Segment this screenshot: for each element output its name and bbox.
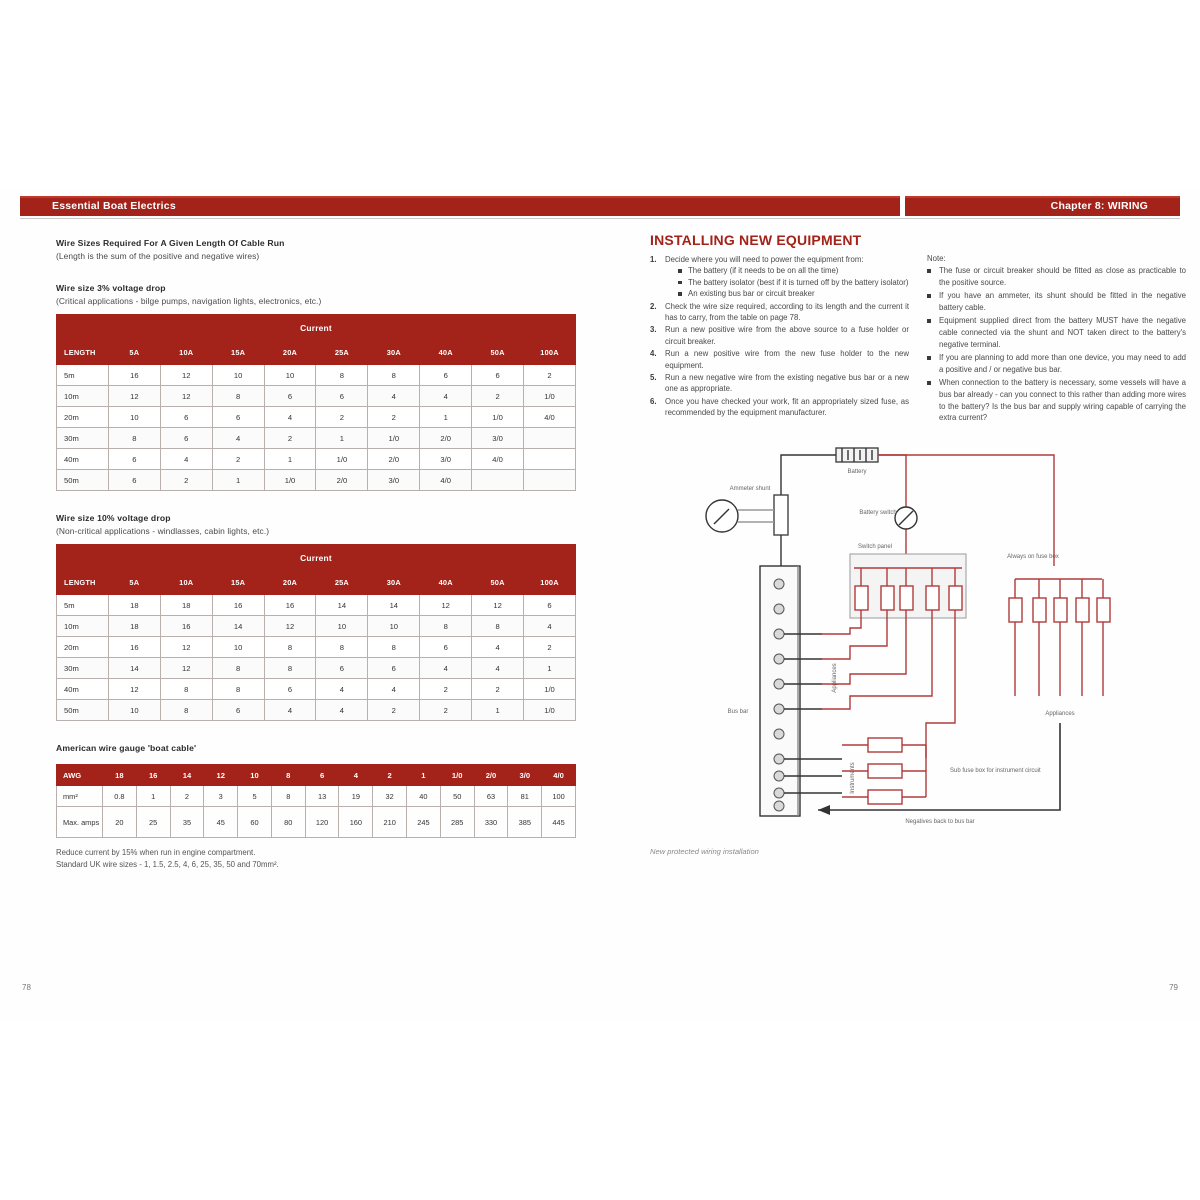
awg-value-cell: 13: [305, 786, 339, 807]
chapter-title: Chapter 8: WIRING: [1050, 200, 1148, 212]
current-column-header: 20A: [264, 571, 316, 595]
awg-value-cell: 40: [407, 786, 441, 807]
wire-gauge-cell: 8: [472, 616, 524, 637]
awg-value-cell: 3: [204, 786, 238, 807]
table1-subheading: (Critical applications - bilge pumps, navigation lights, electronics, etc.): [56, 296, 322, 306]
wire-gauge-cell: 6: [212, 407, 264, 428]
book-title: Essential Boat Electrics: [52, 200, 176, 212]
wire-gauge-cell: 1/0: [368, 428, 420, 449]
always-on-fuses: [1009, 579, 1110, 696]
step-text: Once you have checked your work, fit an appropriately sized fuse, as recommended by the equipment manufacturer.: [665, 396, 909, 418]
wire-gauge-cell: 14: [212, 616, 264, 637]
wire-gauge-cell: 10: [212, 365, 264, 386]
note-item: If you are planning to add more than one device, you may need to add a positive and / or negative bus bar.: [927, 352, 1186, 375]
wire-gauge-cell: 6: [212, 700, 264, 721]
wire-gauge-cell: 6: [264, 386, 316, 407]
wire-gauge-cell: 6: [160, 407, 212, 428]
table1-head: [57, 315, 576, 365]
wire-gauge-cell: 6: [160, 428, 212, 449]
table1-heading: Wire size 3% voltage drop: [56, 283, 166, 293]
notes-list: [927, 265, 1186, 424]
appliances-left-label: Appliances: [832, 663, 838, 693]
left-page-footnotes: [56, 847, 576, 871]
wire-gauge-cell: 1/0: [264, 470, 316, 491]
negative-return-arrow: [818, 805, 830, 815]
length-cell: 50m: [57, 700, 109, 721]
wire-gauge-cell: 2: [420, 679, 472, 700]
wire-gauge-cell: 1: [264, 449, 316, 470]
table-row: [57, 407, 576, 428]
header-bar-left: [20, 196, 900, 216]
table-row: [57, 616, 576, 637]
length-cell: 10m: [57, 386, 109, 407]
ammeter-gauge: [706, 500, 738, 532]
table-row: [57, 449, 576, 470]
awg-value-cell: 245: [407, 807, 441, 838]
awg-value-cell: 32: [373, 786, 407, 807]
step-sub-item: The battery (if it needs to be on all the time): [678, 265, 909, 276]
header-bar-right: [905, 196, 1180, 216]
appliances-right-label: Appliances: [1045, 710, 1075, 717]
awg-row-label: Max. amps: [57, 807, 103, 838]
wire-gauge-cell: 8: [212, 658, 264, 679]
right-page-columns: [650, 254, 1186, 426]
current-column-header: 5A: [108, 571, 160, 595]
wire-gauge-cell: 12: [160, 365, 212, 386]
wire-gauge-cell: 16: [108, 637, 160, 658]
wire-gauge-cell: 8: [264, 658, 316, 679]
current-column-header: 100A: [524, 341, 576, 365]
wire-gauge-cell: 2: [160, 470, 212, 491]
wire-gauge-cell: 4/0: [524, 407, 576, 428]
awg-value-cell: 385: [508, 807, 542, 838]
awg-value-cell: 1: [136, 786, 170, 807]
awg-row-label: mm²: [57, 786, 103, 807]
awg-value-cell: 8: [271, 786, 305, 807]
wiring-diagram-figure: [650, 438, 1186, 856]
wire-gauge-cell: 1: [472, 700, 524, 721]
awg-column-header: 4/0: [542, 765, 576, 786]
current-column-header: 100A: [524, 571, 576, 595]
wire-gauge-cell: 8: [160, 700, 212, 721]
awg-column-header: 16: [136, 765, 170, 786]
current-group-header: Current: [57, 315, 576, 341]
wire-gauge-cell: 6: [420, 365, 472, 386]
negatives-back-label: Negatives back to bus bar: [905, 818, 975, 825]
running-header: [0, 190, 1200, 216]
wire-gauge-cell: 14: [316, 595, 368, 616]
wire-gauge-cell: 3/0: [472, 428, 524, 449]
wire-gauge-cell: 8: [316, 365, 368, 386]
table2-heading: Wire size 10% voltage drop: [56, 513, 171, 523]
wire-gauge-cell: 10: [108, 407, 160, 428]
always-on-fuse-box-label: Always on fuse box: [1007, 553, 1059, 560]
battery-label: Battery: [847, 468, 867, 475]
current-column-header: 15A: [212, 341, 264, 365]
awg-value-cell: 80: [271, 807, 305, 838]
wire-gauge-cell: 4: [316, 700, 368, 721]
wire-gauge-cell: 18: [108, 595, 160, 616]
step-sub-item: An existing bus bar or circuit breaker: [678, 288, 909, 299]
awg-value-cell: 330: [474, 807, 508, 838]
wire-gauge-cell: 2: [316, 407, 368, 428]
table-group-header-row: [57, 545, 576, 571]
wire-gauge-cell: 6: [420, 637, 472, 658]
awg-value-cell: 0.8: [103, 786, 137, 807]
awg-column-header: 6: [305, 765, 339, 786]
wire-size-10pct-table: [56, 544, 576, 721]
awg-column-header: 2/0: [474, 765, 508, 786]
awg-column-header: 3/0: [508, 765, 542, 786]
awg-column-header: 1: [407, 765, 441, 786]
current-column-header: 40A: [420, 341, 472, 365]
wire-gauge-cell: [524, 428, 576, 449]
panel-to-subfuse: [926, 610, 955, 758]
wire-gauge-cell: 1/0: [472, 407, 524, 428]
wire-gauge-cell: 16: [212, 595, 264, 616]
note-item: Equipment supplied direct from the battery MUST have the negative cable connected via the shunt and NOT taken direct to the battery's negative terminal.: [927, 315, 1186, 350]
step-text: Run a new positive wire from the new fuse holder to the new equipment.: [665, 349, 909, 370]
awg-header-row: [57, 765, 576, 786]
step-sub-list: [665, 265, 909, 299]
length-cell: 5m: [57, 365, 109, 386]
awg-value-cell: 81: [508, 786, 542, 807]
wire-gauge-cell: 10: [368, 616, 420, 637]
instruments-label: Instruments: [850, 762, 856, 794]
length-cell: 40m: [57, 679, 109, 700]
wire-gauge-cell: 2: [524, 637, 576, 658]
wire-gauge-cell: 2/0: [368, 449, 420, 470]
wire-gauge-cell: 1/0: [524, 679, 576, 700]
installation-step: [650, 254, 909, 300]
wire-gauge-cell: 8: [368, 365, 420, 386]
length-column-header: LENGTH: [57, 571, 109, 595]
page-title: INSTALLING NEW EQUIPMENT: [650, 232, 862, 248]
awg-value-cell: 160: [339, 807, 373, 838]
book-spread: [0, 190, 1200, 1020]
awg-value-cell: 120: [305, 807, 339, 838]
table-row: [57, 365, 576, 386]
installation-step: [650, 324, 909, 347]
wire-gauge-cell: 12: [160, 637, 212, 658]
section-heading: Wire Sizes Required For A Given Length Of Cable Run: [56, 238, 285, 248]
wire-size-3pct-table: [56, 314, 576, 491]
awg-value-cell: 5: [238, 786, 272, 807]
awg-value-cell: 445: [542, 807, 576, 838]
wire-gauge-cell: 4: [472, 637, 524, 658]
table-row: [57, 658, 576, 679]
wire-gauge-cell: 4: [316, 679, 368, 700]
wire-gauge-cell: 18: [108, 616, 160, 637]
wire-gauge-cell: 2: [524, 365, 576, 386]
awg-table-row: [57, 786, 576, 807]
length-cell: 20m: [57, 407, 109, 428]
table-column-header-row: [57, 341, 576, 365]
wire-gauge-cell: 8: [212, 386, 264, 407]
awg-value-cell: 210: [373, 807, 407, 838]
right-page: [650, 232, 1186, 856]
step-sub-item: The battery isolator (best if it is turned off by the battery isolator): [678, 277, 909, 288]
current-column-header: 15A: [212, 571, 264, 595]
steps-column: [650, 254, 909, 426]
page-number-left: 78: [22, 983, 31, 992]
wire-gauge-cell: 6: [368, 658, 420, 679]
wire-gauge-cell: 4/0: [420, 470, 472, 491]
wire-gauge-cell: 12: [160, 658, 212, 679]
installation-step: [650, 301, 909, 324]
awg-value-cell: 25: [136, 807, 170, 838]
awg-value-cell: 19: [339, 786, 373, 807]
wire-gauge-cell: 6: [316, 386, 368, 407]
length-column-header: LENGTH: [57, 341, 109, 365]
awg-column-header: 4: [339, 765, 373, 786]
wire-gauge-cell: 6: [316, 658, 368, 679]
wire-gauge-cell: 4/0: [472, 449, 524, 470]
wire-gauge-cell: [524, 470, 576, 491]
current-group-header: Current: [57, 545, 576, 571]
note-item: If you have an ammeter, its shunt should be fitted in the negative battery cable.: [927, 290, 1186, 313]
wire-gauge-cell: 1/0: [524, 700, 576, 721]
awg-column-header: 12: [204, 765, 238, 786]
wire-gauge-cell: 10: [264, 365, 316, 386]
note-item: The fuse or circuit breaker should be fitted as close as practicable to the positive source.: [927, 265, 1186, 288]
page-number-right: 79: [1169, 983, 1178, 992]
wire-gauge-cell: 8: [212, 679, 264, 700]
awg-value-cell: 100: [542, 786, 576, 807]
table2-body: [57, 595, 576, 721]
current-column-header: 30A: [368, 341, 420, 365]
wire-gauge-cell: [524, 449, 576, 470]
length-cell: 50m: [57, 470, 109, 491]
wire-gauge-cell: 12: [264, 616, 316, 637]
awg-value-cell: 20: [103, 807, 137, 838]
awg-column-header: 18: [103, 765, 137, 786]
wire-gauge-cell: 1: [316, 428, 368, 449]
wire-gauge-cell: 8: [316, 637, 368, 658]
current-column-header: 25A: [316, 571, 368, 595]
table1-body: [57, 365, 576, 491]
sub-fuse-box-label: Sub fuse box for instrument circuit: [950, 767, 1041, 774]
wire-gauge-cell: 12: [420, 595, 472, 616]
wire-gauge-cell: 4: [264, 407, 316, 428]
wire-gauge-cell: 10: [316, 616, 368, 637]
wire-gauge-cell: 8: [368, 637, 420, 658]
table-row: [57, 428, 576, 449]
step-text: Decide where you will need to power the equipment from:: [665, 255, 864, 264]
switch-panel-outputs: [822, 610, 932, 709]
wire-gauge-cell: 14: [108, 658, 160, 679]
wire-gauge-cell: 6: [108, 470, 160, 491]
step-text: Run a new negative wire from the existing negative bus bar or a new one as appropriate.: [665, 373, 909, 394]
wire-gauge-cell: [472, 470, 524, 491]
wire-gauge-cell: 12: [108, 679, 160, 700]
installation-steps: [650, 254, 909, 419]
wire-gauge-cell: 8: [264, 637, 316, 658]
step-text: Check the wire size required, according to its length and the current it has to carry, from the table on page 78.: [665, 301, 909, 323]
wire-gauge-cell: 1: [420, 407, 472, 428]
wire-gauge-cell: 2: [472, 679, 524, 700]
wire-gauge-cell: 12: [472, 595, 524, 616]
awg-boat-cable-table: [56, 764, 576, 838]
wire-gauge-cell: 1: [212, 470, 264, 491]
current-column-header: 30A: [368, 571, 420, 595]
wire-gauge-cell: 10: [108, 700, 160, 721]
wire-gauge-cell: 4: [368, 386, 420, 407]
wire-gauge-cell: 1: [524, 658, 576, 679]
wire-gauge-cell: 6: [524, 595, 576, 616]
switch-panel-label: Switch panel: [857, 543, 893, 550]
wire-gauge-cell: 4: [524, 616, 576, 637]
wire-gauge-cell: 10: [212, 637, 264, 658]
length-cell: 20m: [57, 637, 109, 658]
awg-value-cell: 35: [170, 807, 204, 838]
wire-gauge-cell: 2: [368, 407, 420, 428]
length-cell: 40m: [57, 449, 109, 470]
awg-column-header: 10: [238, 765, 272, 786]
awg-value-cell: 285: [440, 807, 474, 838]
wire-gauge-cell: 6: [264, 679, 316, 700]
table3-body: [57, 786, 576, 838]
table-group-header-row: [57, 315, 576, 341]
footnote-1: Reduce current by 15% when run in engine compartment.: [56, 848, 256, 857]
battery-switch-symbol: [895, 507, 917, 529]
current-column-header: 5A: [108, 341, 160, 365]
wire-gauge-cell: 12: [108, 386, 160, 407]
footnote-2: Standard UK wire sizes - 1, 1.5, 2.5, 4, 6, 25, 35, 50 and 70mm².: [56, 860, 279, 869]
wire-gauge-cell: 2: [264, 428, 316, 449]
wire-gauge-cell: 8: [160, 679, 212, 700]
wire-gauge-cell: 4: [472, 658, 524, 679]
wire-gauge-cell: 8: [108, 428, 160, 449]
awg-column-header: 2: [373, 765, 407, 786]
wire-gauge-cell: 6: [108, 449, 160, 470]
table3-head: [57, 765, 576, 786]
table-row: [57, 637, 576, 658]
length-cell: 30m: [57, 658, 109, 679]
wire-gauge-cell: 12: [160, 386, 212, 407]
wire-gauge-cell: 4: [212, 428, 264, 449]
bus-bar-label: Bus bar: [727, 708, 749, 715]
current-column-header: 50A: [472, 571, 524, 595]
awg-table-row: [57, 807, 576, 838]
length-cell: 5m: [57, 595, 109, 616]
table-row: [57, 700, 576, 721]
wire-gauge-cell: 4: [160, 449, 212, 470]
wire-gauge-cell: 16: [160, 616, 212, 637]
wire-gauge-cell: 2: [212, 449, 264, 470]
table-row: [57, 595, 576, 616]
wire-gauge-cell: 2/0: [316, 470, 368, 491]
table-row: [57, 679, 576, 700]
wire-gauge-cell: 3/0: [368, 470, 420, 491]
table-column-header-row: [57, 571, 576, 595]
awg-column-header: 8: [271, 765, 305, 786]
installation-step: [650, 372, 909, 395]
current-column-header: 10A: [160, 571, 212, 595]
length-cell: 10m: [57, 616, 109, 637]
wire-gauge-cell: 4: [368, 679, 420, 700]
awg-value-cell: 50: [440, 786, 474, 807]
wire-gauge-cell: 18: [160, 595, 212, 616]
notes-column: [927, 254, 1186, 426]
battery-symbol: [836, 448, 878, 462]
note-item: When connection to the battery is necessary, some vessels will have a bus bar already - can you connect to this rather than adding more wires to the battery? Is the bus bar and supply wiring capable of carrying the extra current?: [927, 377, 1186, 423]
table2-subheading: (Non-critical applications - windlasses, cabin lights, etc.): [56, 526, 270, 536]
current-column-header: 10A: [160, 341, 212, 365]
figure-caption: New protected wiring installation: [650, 846, 759, 856]
table-row: [57, 386, 576, 407]
awg-value-cell: 63: [474, 786, 508, 807]
awg-value-cell: 45: [204, 807, 238, 838]
awg-value-cell: 60: [238, 807, 272, 838]
wire-gauge-cell: 4: [420, 658, 472, 679]
note-label: Note:: [927, 254, 946, 263]
awg-corner-header: AWG: [57, 765, 103, 786]
wire-gauge-cell: 6: [472, 365, 524, 386]
ammeter-shunt-label: Ammeter shunt: [729, 485, 771, 492]
wire-gauge-cell: 8: [420, 616, 472, 637]
wire-gauge-cell: 1/0: [524, 386, 576, 407]
length-cell: 30m: [57, 428, 109, 449]
current-column-header: 40A: [420, 571, 472, 595]
step-text: Run a new positive wire from the above source to a fuse holder or circuit breaker.: [665, 325, 909, 346]
ammeter-shunt: [738, 495, 788, 535]
table-row: [57, 470, 576, 491]
battery-switch-label: Battery switch: [859, 509, 897, 516]
wire-gauge-cell: 16: [108, 365, 160, 386]
left-page: [56, 238, 576, 871]
wiring-diagram-svg: [650, 438, 1186, 838]
wire-gauge-cell: 4: [264, 700, 316, 721]
installation-step: [650, 396, 909, 419]
wire-gauge-cell: 2: [368, 700, 420, 721]
current-column-header: 20A: [264, 341, 316, 365]
header-divider: [20, 218, 1180, 219]
section-subheading: (Length is the sum of the positive and negative wires): [56, 251, 260, 261]
wire-gauge-cell: 2/0: [420, 428, 472, 449]
installation-step: [650, 348, 909, 371]
wire-gauge-cell: 3/0: [420, 449, 472, 470]
wire-gauge-cell: 2: [420, 700, 472, 721]
wire-gauge-cell: 4: [420, 386, 472, 407]
current-column-header: 50A: [472, 341, 524, 365]
wire-gauge-cell: 1/0: [316, 449, 368, 470]
awg-column-header: 1/0: [440, 765, 474, 786]
table3-heading: American wire gauge 'boat cable': [56, 743, 197, 753]
wire-gauge-cell: 16: [264, 595, 316, 616]
current-column-header: 25A: [316, 341, 368, 365]
awg-value-cell: 2: [170, 786, 204, 807]
awg-column-header: 14: [170, 765, 204, 786]
wire-gauge-cell: 2: [472, 386, 524, 407]
wire-gauge-cell: 14: [368, 595, 420, 616]
table2-head: [57, 545, 576, 595]
